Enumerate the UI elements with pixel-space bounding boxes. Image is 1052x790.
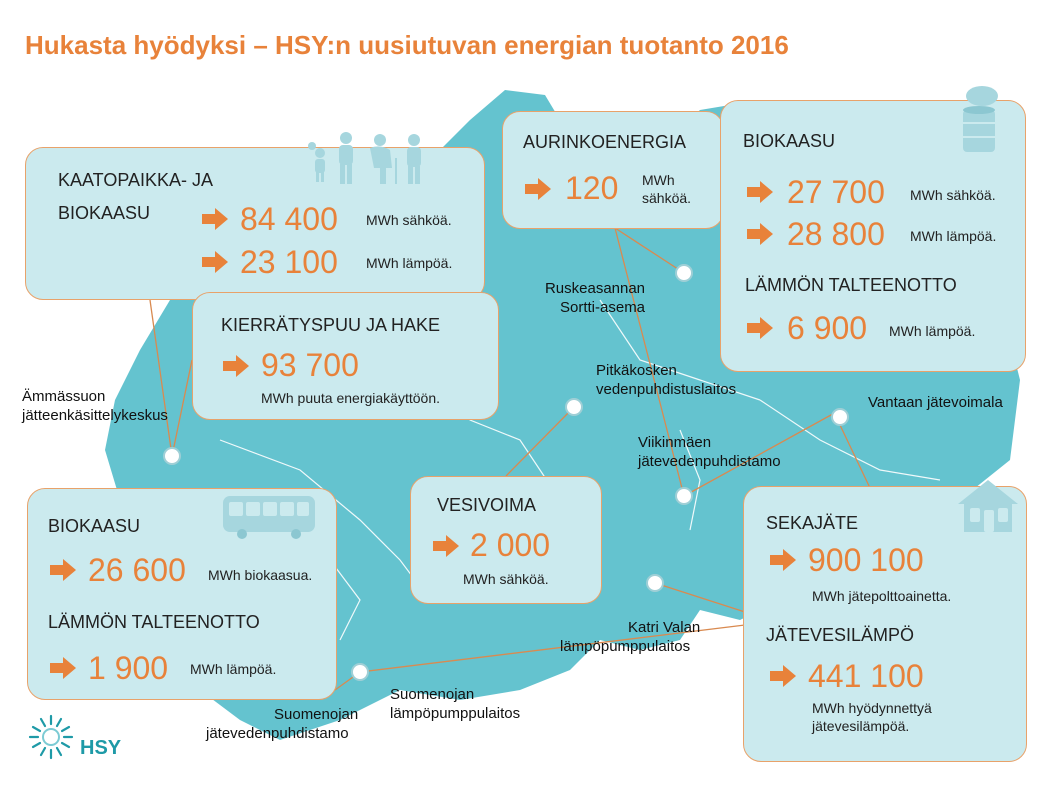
- marker-vantaa: [832, 409, 848, 425]
- house-icon: [956, 478, 1020, 534]
- vesivoima-heading: VESIVOIMA: [437, 495, 537, 515]
- biokaasu-sw-heading: BIOKAASU: [48, 516, 141, 536]
- biokaasu-sw-unit: MWh biokaasua.: [208, 567, 313, 583]
- marker-suomenoja: [352, 664, 368, 680]
- people-icon: [300, 128, 440, 186]
- sekajate-unit-2a: MWh hyödynnettyä: [812, 700, 932, 716]
- arrow-icon: [202, 208, 228, 230]
- vesivoima-unit: MWh sähköä.: [463, 571, 549, 587]
- arrow-icon: [50, 559, 76, 581]
- aurinko-value: 120: [565, 170, 619, 206]
- biokaasu-ne-heading: BIOKAASU: [743, 131, 836, 151]
- sekajate-unit-2b: jätevesilämpöä.: [812, 718, 910, 734]
- sekajate-value-2: 441 100: [808, 658, 924, 694]
- kierratyspuu-unit: MWh puuta energiakäyttöön.: [261, 390, 440, 406]
- biokaasu-ne-value-2: 28 800: [787, 216, 885, 252]
- biokaasu-ne-unit-3: MWh lämpöä.: [889, 323, 976, 339]
- aurinko-unit-1: MWh: [642, 172, 675, 188]
- arrow-icon: [747, 181, 773, 203]
- biokaasu-ne-unit-2: MWh lämpöä.: [910, 228, 997, 244]
- marker-ruskeasanta: [676, 265, 692, 281]
- arrow-icon: [747, 317, 773, 339]
- aurinko-unit-2: sähköä.: [642, 190, 692, 206]
- biokaasu-ne-value-1: 27 700: [787, 174, 885, 210]
- biokaasu-ne-unit-1: MWh sähköä.: [910, 187, 996, 203]
- kaatopaikka-unit-2: MWh lämpöä.: [366, 255, 453, 271]
- biokaasu-sw-value: 26 600: [88, 552, 186, 588]
- vesivoima-value: 2 000: [470, 527, 551, 563]
- marker-ammassuo: [164, 448, 180, 464]
- arrow-icon: [747, 223, 773, 245]
- biokaasu-ne-heading-2: LÄMMÖN TALTEENOTTO: [745, 275, 957, 295]
- arrow-icon: [223, 355, 249, 377]
- sekajate-value: 900 100: [808, 542, 924, 578]
- arrow-icon: [525, 178, 551, 200]
- biokaasu-sw-heading-2: LÄMMÖN TALTEENOTTO: [48, 612, 260, 632]
- box-aurinko: [502, 111, 724, 229]
- sekajate-heading: SEKAJÄTE: [766, 513, 859, 533]
- box-vesivoima: [410, 476, 602, 604]
- kaatopaikka-unit-1: MWh sähköä.: [366, 212, 452, 228]
- arrow-icon: [770, 549, 796, 571]
- hsy-logo-text: HSY: [80, 737, 122, 759]
- marker-katrivala: [647, 575, 663, 591]
- place-viikinmaki: Viikinmäen jätevedenpuhdistamo: [638, 434, 781, 470]
- sekajate-unit: MWh jätepolttoainetta.: [812, 588, 952, 604]
- kaatopaikka-heading-1: KAATOPAIKKA- JA: [58, 170, 214, 190]
- marker-viikinmaki: [676, 488, 692, 504]
- arrow-icon: [770, 665, 796, 687]
- marker-pitkakoski: [566, 399, 582, 415]
- kaatopaikka-value-1: 84 400: [240, 201, 338, 237]
- kierratyspuu-value: 93 700: [261, 347, 359, 383]
- biokaasu-ne-value-3: 6 900: [787, 310, 868, 346]
- hsy-logo-icon: [26, 712, 76, 762]
- kaatopaikka-value-2: 23 100: [240, 244, 338, 280]
- arrow-icon: [202, 251, 228, 273]
- biokaasu-sw-value-2: 1 900: [88, 650, 169, 686]
- arrow-icon: [433, 535, 459, 557]
- bus-icon: [222, 494, 318, 540]
- arrow-icon: [50, 657, 76, 679]
- kierratyspuu-heading: KIERRÄTYSPUU JA HAKE: [221, 315, 441, 335]
- sekajate-heading-2: JÄTEVESILÄMPÖ: [766, 625, 915, 645]
- biokaasu-sw-unit-2: MWh lämpöä.: [190, 661, 277, 677]
- aurinko-heading: AURINKOENERGIA: [523, 132, 687, 152]
- page-title: Hukasta hyödyksi – HSY:n uusiutuvan energian tuotanto 2016: [25, 30, 789, 60]
- place-pitkakoski: Pitkäkosken vedenpuhdistuslaitos: [596, 362, 737, 398]
- place-katrivala: Katri Valan lämpöpumppulaitos: [560, 619, 701, 655]
- place-suomenoja-jv: Suomenojan jätevedenpuhdistamo: [206, 706, 359, 742]
- kaatopaikka-heading-2: BIOKAASU: [58, 203, 151, 223]
- place-vantaa: Vantaan jätevoimala: [868, 394, 1003, 411]
- can-icon: [958, 84, 1004, 156]
- place-ruskeasanta: Ruskeasannan Sortti-asema: [544, 280, 646, 316]
- box-kierratyspuu: [192, 292, 499, 420]
- place-suomenoja-lp: Suomenojan lämpöpumppulaitos: [390, 686, 521, 722]
- place-ammassuo: Ämmässuon jätteenkäsittelykeskus: [22, 388, 168, 424]
